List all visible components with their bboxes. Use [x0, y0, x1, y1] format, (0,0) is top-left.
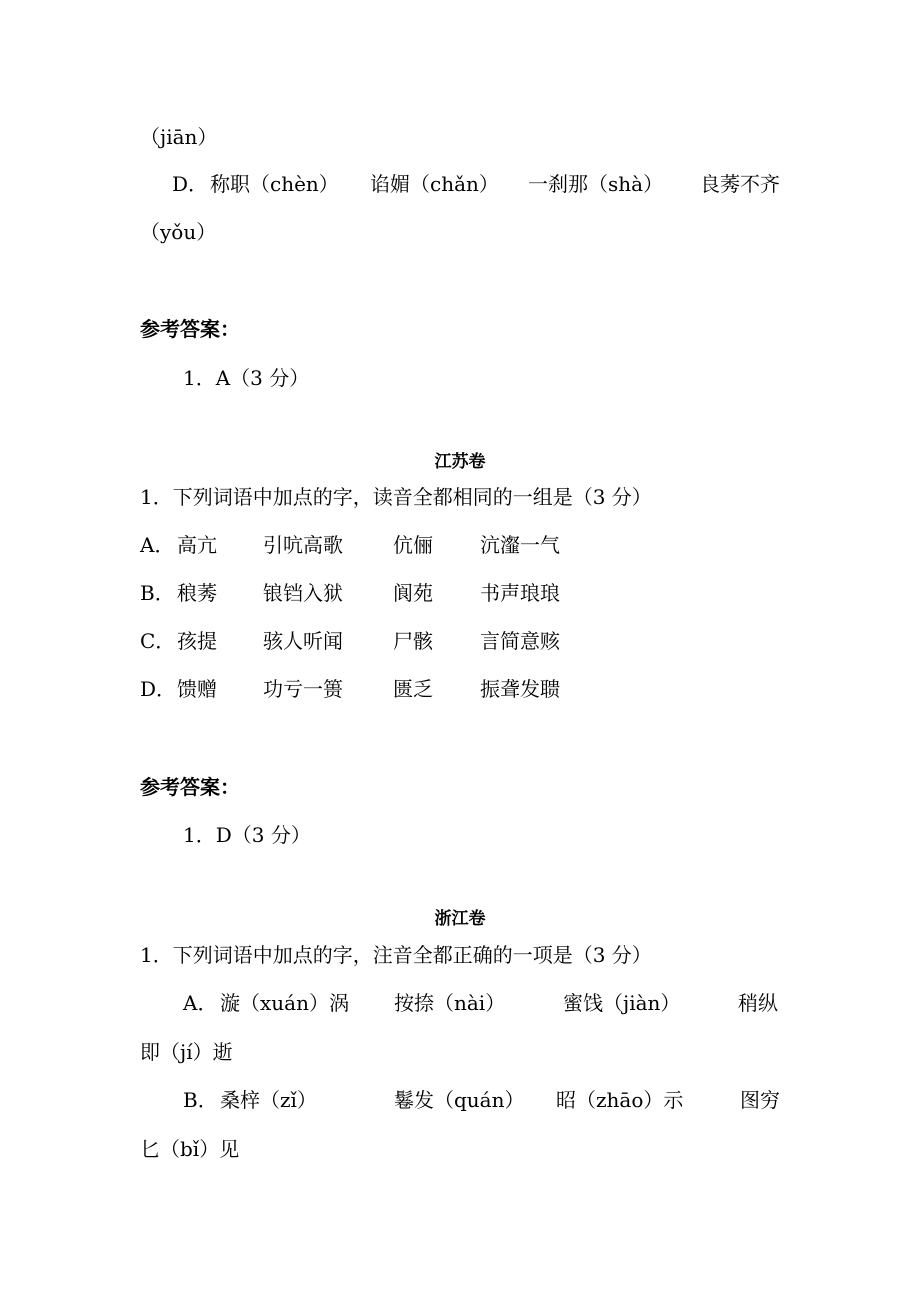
option-item: 昭（zhāo）示 — [556, 1088, 684, 1112]
option-item: 振聋发聩 — [480, 677, 560, 701]
option-label: D． — [172, 172, 209, 196]
option-item: 书声琅琅 — [480, 581, 560, 605]
option-label: D． — [140, 677, 177, 701]
option-item: 一刹那（shà） — [528, 172, 664, 196]
section-title: 浙江卷 — [434, 909, 486, 929]
option-item: 称职（chèn） — [210, 172, 339, 196]
option-item: 功亏一篑 — [263, 677, 343, 701]
option-item: 尸骸 — [393, 629, 433, 653]
answer-text: 1．A（3 分） — [183, 366, 310, 390]
question-text: 1．下列词语中加点的字，注音全都正确的一项是（3 分） — [140, 943, 652, 967]
option-d-continuation: （yǒu） — [140, 220, 217, 244]
option-c-continuation: （jiān） — [140, 125, 218, 149]
option-item: 鬈发（quán） — [394, 1088, 525, 1112]
option-b-continuation: 匕（bǐ）见 — [140, 1137, 240, 1161]
section-title: 江苏卷 — [434, 452, 486, 472]
option-a-continuation: 即（jí）逝 — [140, 1040, 233, 1064]
option-item: 锒铛入狱 — [263, 581, 343, 605]
option-item: 引吭高歌 — [263, 533, 343, 557]
option-label: B． — [183, 1088, 218, 1112]
option-item: 匮乏 — [393, 677, 433, 701]
option-item: 桑梓（zǐ） — [220, 1088, 317, 1112]
option-item: 稂莠 — [177, 581, 217, 605]
option-item: 言简意赅 — [480, 629, 560, 653]
answer-heading: 参考答案： — [140, 317, 240, 341]
option-item: 良莠不齐 — [700, 172, 780, 196]
question-text: 1．下列词语中加点的字，读音全都相同的一组是（3 分） — [140, 485, 652, 509]
option-item: 图穷 — [740, 1088, 780, 1112]
answer-heading: 参考答案： — [140, 775, 240, 799]
option-label: B． — [140, 581, 175, 605]
option-item: 阆苑 — [393, 581, 433, 605]
option-item: 骇人听闻 — [263, 629, 343, 653]
answer-text: 1．D（3 分） — [183, 823, 311, 847]
option-item: 蜜饯（jiàn） — [563, 991, 681, 1015]
option-item: 稍纵 — [738, 991, 778, 1015]
option-item: 漩（xuán）涡 — [220, 991, 349, 1015]
option-item: 谄媚（chǎn） — [370, 172, 499, 196]
option-item: 馈赠 — [177, 677, 217, 701]
option-item: 高亢 — [177, 533, 217, 557]
option-label: A． — [140, 533, 175, 557]
option-label: C． — [140, 629, 176, 653]
option-item: 沆瀣一气 — [480, 533, 560, 557]
option-item: 伉俪 — [393, 533, 433, 557]
option-item: 按捺（nài） — [394, 991, 506, 1015]
option-item: 孩提 — [177, 629, 217, 653]
option-label: A． — [183, 991, 218, 1015]
